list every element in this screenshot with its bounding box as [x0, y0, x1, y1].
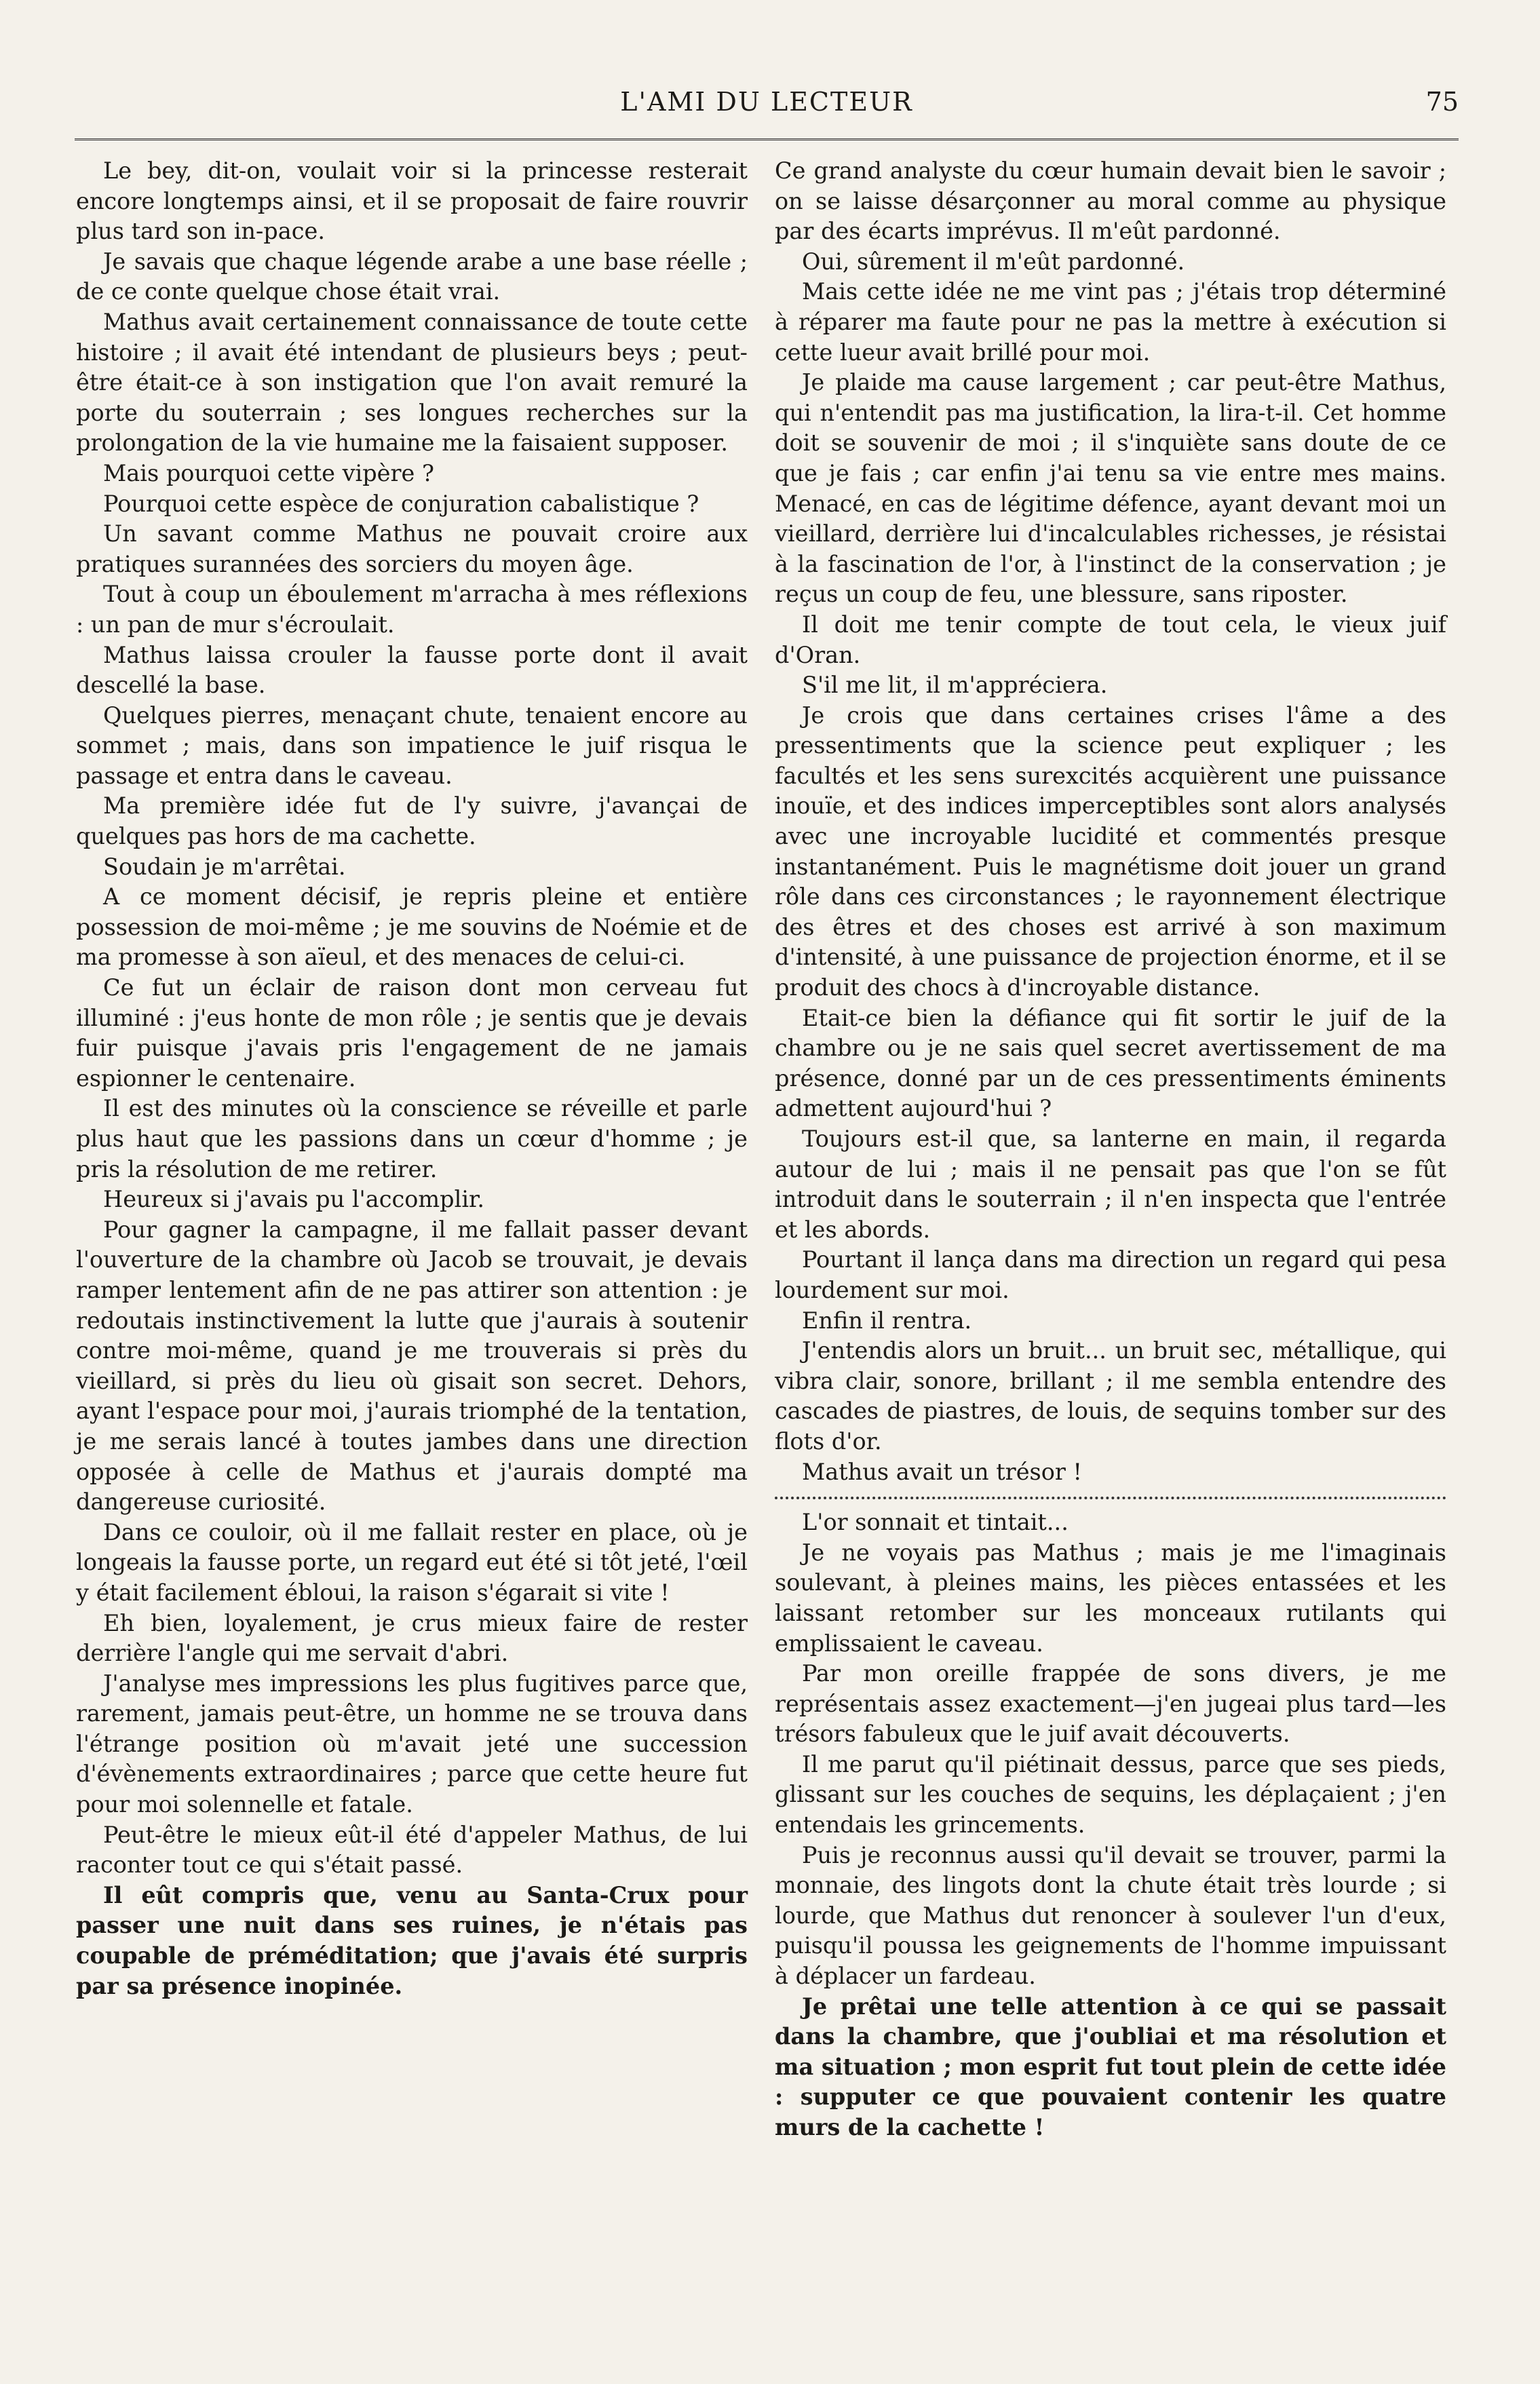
paragraph: Pourtant il lança dans ma direction un regard qui pesa lourdement sur moi.: [775, 1246, 1446, 1303]
paragraph: Heureux si j'avais pu l'accomplir.: [103, 1186, 485, 1213]
paragraph: Pourquoi cette espèce de conjuration cabalistique ?: [103, 490, 699, 517]
journal-title: L'AMI DU LECTEUR: [620, 87, 913, 117]
paragraph: Il est des minutes où la conscience se réveille et parle plus haut que les passions dans un cœur d'homme ; je pris la résolution de me retirer.: [76, 1095, 748, 1183]
paragraph: Eh bien, loyalement, je crus mieux faire de rester derrière l'angle qui me servait d'abri.: [76, 1609, 748, 1667]
right-column: [775, 156, 1446, 2143]
paragraph: Ce fut un éclair de raison dont mon cerveau fut illuminé : j'eus honte de mon rôle ; je sentis que je devais fuir puisque j'avais pris l'engagement de ne jamais espionner le centenaire.: [76, 974, 748, 1092]
paragraph: Ce grand analyste du cœur humain devait bien le savoir ; on se laisse désarçonner au moral comme au physique par des écarts imprévus. Il m'eût pardonné.: [775, 157, 1446, 245]
paragraph: Peut-être le mieux eût-il été d'appeler Mathus, de lui raconter tout ce qui s'était passé.: [76, 1821, 748, 1879]
page-number: 75: [1425, 87, 1459, 117]
paragraph: Le bey, dit-on, voulait voir si la princesse resterait encore longtemps ainsi, et il se proposait de faire rouvrir plus tard son in-pace.: [76, 157, 748, 245]
paragraph: Oui, sûrement il m'eût pardonné.: [802, 248, 1185, 275]
dotted-separator: [775, 1497, 1446, 1499]
paragraph: Toujours est-il que, sa lanterne en main, il regarda autour de lui ; mais il ne pensait pas que l'on se fût introduit dans le souterrain ; il n'en inspecta que l'entrée et les abords.: [775, 1126, 1446, 1243]
paragraph: J'entendis alors un bruit... un bruit sec, métallique, qui vibra clair, sonore, brillant ; il me sembla entendre des cascades de piastres, de louis, de sequins tomber sur des flots d'or.: [775, 1337, 1446, 1455]
paragraph: Mais cette idée ne me vint pas ; j'étais trop déterminé à réparer ma faute pour ne pas la mettre à exécution si cette lueur avait brillé pour moi.: [775, 278, 1446, 366]
paragraph: Ma première idée fut de l'y suivre, j'avançai de quelques pas hors de ma cachette.: [76, 792, 748, 850]
paragraph: Tout à coup un éboulement m'arracha à mes réflexions : un pan de mur s'écroulait.: [76, 581, 748, 638]
paragraph: Je prêtai une telle attention à ce qui se passait dans la chambre, que j'oubliai et ma résolution et ma situation ; mon esprit fut tout plein de cette idée : supputer ce que pouvaient contenir les quatre murs de la cachette !: [775, 1993, 1446, 2140]
paragraph: J'analyse mes impressions les plus fugitives parce que, rarement, jamais peut-être, un homme ne se trouva dans l'étrange position où m'avait jeté une succession d'évènements extraordinaires ; parce que cette heure fut pour moi solennelle et fatale.: [76, 1670, 748, 1818]
paragraph: Un savant comme Mathus ne pouvait croire aux pratiques surannées des sorciers du moyen âge.: [76, 520, 748, 577]
paragraph: Soudain je m'arrêtai.: [103, 853, 346, 880]
paragraph: Je savais que chaque légende arabe a une base réelle ; de ce conte quelque chose était vrai.: [76, 248, 748, 305]
paragraph: Je plaide ma cause largement ; car peut-être Mathus, qui n'entendit pas ma justification, la lira-t-il. Cet homme doit se souvenir de moi ; il s'inquiète sans doute de ce que je fais ; car enfin j'ai tenu sa vie entre mes mains. Menacé, en cas de légitime défence, ayant devant moi un vieillard, derrière lui d'incalculables richesses, je résistai à la fascination de l'or, à l'instinct de la conservation ; je reçus un coup de feu, une blessure, sans riposter.: [775, 369, 1446, 608]
paragraph: Dans ce couloir, où il me fallait rester en place, où je longeais la fausse porte, un regard eut été si tôt jeté, l'œil y était facilement ébloui, la raison s'égarait si vite !: [76, 1518, 748, 1606]
paragraph: Je crois que dans certaines crises l'âme a des pressentiments que la science peut expliquer ; les facultés et les sens surexcités acquièrent une puissance inouïe, et des indices imperceptibles sont alors analysés avec une incroyable lucidité et commentés presque instantanément. Puis le magnétisme doit jouer un grand rôle dans ces circonstances ; le rayonnement électrique des êtres et des choses est arrivé à son maximum d'intensité, à une puissance de projection énorme, et il se produit des chocs à d'incroyable distance.: [775, 701, 1446, 1001]
paragraph: Quelques pierres, menaçant chute, tenaient encore au sommet ; mais, dans son impatience le juif risqua le passage et entra dans le caveau.: [76, 701, 748, 789]
paragraph: Mais pourquoi cette vipère ?: [103, 459, 434, 486]
paragraph: Il eût compris que, venu au Santa-Crux pour passer une nuit dans ses ruines, je n'étais pas coupable de préméditation; que j'avais été surpris par sa présence inopinée.: [76, 1881, 748, 1999]
paragraph: Il me parut qu'il piétinait dessus, parce que ses pieds, glissant sur les couches de sequins, les déplaçaient ; j'en entendais les grincements.: [775, 1750, 1446, 1839]
paragraph: S'il me lit, il m'appréciera.: [802, 672, 1108, 699]
paragraph: Il doit me tenir compte de tout cela, le vieux juif d'Oran.: [775, 611, 1446, 668]
paragraph: A ce moment décisif, je repris pleine et entière possession de moi-même ; je me souvins de Noémie et de ma promesse à son aïeul, et des menaces de celui-ci.: [76, 883, 748, 971]
left-column: [76, 156, 748, 2001]
page-header: [75, 87, 1459, 128]
paragraph: Mathus avait un trésor !: [802, 1458, 1083, 1485]
paragraph: Mathus avait certainement connaissance de toute cette histoire ; il avait été intendant de plusieurs beys ; peut-être était-ce à son instigation que l'on avait remuré la porte du souterrain ; ses longues recherches sur la prolongation de la vie humaine me la faisaient supposer.: [76, 308, 748, 457]
paragraph: Je ne voyais pas Mathus ; mais je me l'imaginais soulevant, à pleines mains, les pièces entassées et les laissant retomber sur les monceaux rutilants qui emplissaient le caveau.: [775, 1539, 1446, 1657]
paragraph: Enfin il rentra.: [802, 1307, 972, 1334]
paragraph: L'or sonnait et tintait...: [802, 1509, 1069, 1536]
paragraph: Pour gagner la campagne, il me fallait passer devant l'ouverture de la chambre où Jacob se trouvait, je devais ramper lentement afin de ne pas attirer son attention : je redoutais instinctivement la lutte que j'aurais à soutenir contre moi-même, quand je me trouverais si près du vieillard, si près du lieu où gisait son secret. Dehors, ayant l'espace pour moi, j'aurais triomphé de la tentation, je me serais lancé à toutes jambes dans une direction opposée à celle de Mathus et j'aurais dompté ma dangereuse curiosité.: [76, 1216, 748, 1516]
paragraph: Mathus laissa crouler la fausse porte dont il avait descellé la base.: [76, 641, 748, 699]
paragraph: Puis je reconnus aussi qu'il devait se trouver, parmi la monnaie, des lingots dont la chute était très lourde ; si lourde, que Mathus dut renoncer à soulever l'un d'eux, puisqu'il poussa les geignements de l'homme impuissant à déplacer un fardeau.: [775, 1841, 1446, 1990]
paragraph: Etait-ce bien la défiance qui fit sortir le juif de la chambre ou je ne sais quel secret avertissement de ma présence, donné par un de ces pressentiments éminents admettent aujourd'hui ?: [775, 1004, 1446, 1122]
paragraph: Par mon oreille frappée de sons divers, je me représentais assez exactement—j'en jugeai plus tard—les trésors fabuleux que le juif avait découverts.: [775, 1660, 1446, 1748]
header-rule: [75, 138, 1459, 140]
